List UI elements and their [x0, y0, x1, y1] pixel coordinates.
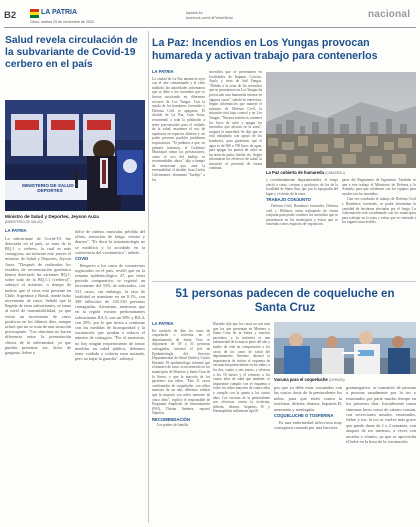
left-column-divider — [148, 31, 149, 523]
site-url: lapatria.bo — [186, 11, 203, 15]
whooping-col4-text: gramnegativo, se transmite de persona a persona usualmente por la tos o estornudos por parte mucho tiempo en los primeros días. Inicialmente causa síntomas leves como de catarro común, con secreciones nasales, estornudos, fiebre y tos; la tos se vuelve más grave que puede durar de 1 a 2 semanas, con ataques de tos intensos, a veces con arcadas o vómito, ya que se aprovecha el bebé en la hora de la vacunación. — [346, 385, 416, 445]
covid-caption-credit: (MINISTERIO DE SALUD) — [5, 219, 43, 224]
covid-caption — [5, 214, 145, 225]
whooping-col3-text-a: pes que ya debe estar vacunados con las cuatro dosis de la pentavalente los niños, para que estén contra la tosferina, difteria, tétanos, hepatitis B, neumonía y meningitis. — [274, 385, 342, 412]
whooping-col1-subhead: RECOMENDACIÓN — [152, 416, 190, 422]
whooping-kicker: LA PATRIA — [152, 322, 174, 326]
covid-col-1 — [5, 229, 71, 524]
whooping-col1-text: En cuestión de días los casos de coqueluche o tosferina en el departamento de Santa Cruz se dispararon de 39 a 51 personas contagiadas, informó el jefe de Epidemiología del Servicio Departamental de Salud (Sedes), Carlos Hurtado. El epidemiólogo informó que el número de casos se incrementó en los municipios de Montero y Santa Cruz de la Sierra, y que la mayoría de los pacientes son niños. "Este 31 casos confirmados de coqueluche, son niños menores de un año, debemos señalar que la mayoría son niños menores de cinco años", explicó el responsable de Programa Ampliado de Inmunización (PAI), Dorian Jiménez, reportó Opinión. — [152, 328, 210, 416]
vaccine-caption — [274, 377, 416, 382]
header-rule — [4, 27, 416, 28]
brand-name: LA PATRIA — [41, 9, 78, 16]
covid-kicker: LA PATRIA — [5, 229, 27, 233]
date-line: Oruro, martes 29 de noviembre de 2022 — [30, 20, 94, 24]
fires-col-3 — [266, 178, 338, 277]
whooping-col-2 — [213, 322, 270, 524]
whooping-col2-text: Hurtado dijo que los casos no son más que los que presentan en Montero y Santa Cruz de la Sierra y muchos pacientes, y la tosferina es una enfermedad de la mayor parte del año y medio de vida en comparación a los casos de los casos de salud del departamento. Jiménez, destacó la importancia de iniciar el esquema de vacunación pentavalente en los niños, a los dos, cuatro y seis meses, y reforzar a los 18 meses y el refuerzo a los cuatro años de edad que también, es importante cumplir con el esquema a todos los niños mayores de cuatro años y cumplir con la quinta a los cuatro años. Las vacunas de la pentavalente son efectivas contra la tosferina, difteria, tétanos, hepatitis B y Haemophilus influenzae tipo B. — [213, 322, 270, 414]
vaccine-caption-text: Vacuna para el coqueluche — [274, 377, 328, 382]
covid-col1-text: La subvariante de Covid-19, fue detectada en el país, se trata de la BQ.1. o cerbero, la cual es más contagiosa, así informó este jueves el ministro de Salud y Deportes, Jeyson Auza. "Después de realizados los estudios de secuenciación genómica hemos detectado las variantes BQ.1, sobre todo de la BQ.1.1 (cerbero)", subrayó el ministro, a tiempo de indicar que el virus está presente en Chile, Argentina y Brasil, donde hubo incremento de casos. Señaló que la llegada de estas subvariantes, se suma al nivel de transmisibilidad, ya que existe un incremento de casos positivos en los últimos días, aunque aclaró que no se trata de una situación preocupante. "Los síntomas no hacen diferencia entre la presentación clínica de la enfermedad, ya que pueden presentar tos, dolor de garganta, fiebre y — [5, 235, 71, 356]
fires-col-2 — [209, 70, 262, 277]
section-label: nacional — [368, 9, 411, 20]
whooping-col-3 — [274, 385, 342, 524]
covid-col2-text-b: Respecto a los casos de coronavirus registrados en el país, reveló que en la semana epidemiológica 47, por tener periodo comparativo, se registró un incremento del 53% de infectados, con 531 casos, sin embargo, la tasa de letalidad se mantiene en un 0.1%, con 398 fallecidos de 235.330 personas contagiadas. Asimismo, menciona que en la región existen predominantes subvariantes BA.5, con un 58% y BA.4, con 29%, por lo que invita a continuar con las medidas de bioseguridad y la vacunación que ayudan a reducir el número de contagios. "Por el momento, no hay ningún requerimiento de tomar medidas en salud pública, debemos tener cuidado y todavía estar notando, pero no bajar la guardia", subrayó. — [75, 262, 145, 362]
whooping-col3-text-b: Es una enfermedad infecciosa muy contagiosa causada por una bacteria. — [274, 419, 342, 431]
social-link: facebook.com/LaPatriaOficial — [186, 16, 233, 20]
covid-headline: Salud revela circulación de la subvariante de Covid-19 cerbero en el país — [5, 35, 138, 70]
whooping-col-1 — [152, 322, 210, 524]
whooping-headline: 51 personas padecen de coqueluche en Santa Cruz — [175, 287, 395, 315]
brand-logo — [30, 9, 78, 19]
fires-headline: La Paz: Incendios en Los Yungas provocan humareda y activan trabajo para contenerlos — [152, 37, 378, 62]
story-divider — [152, 281, 416, 282]
fires-caption-text: La Paz cubierta de humareda — [266, 170, 324, 175]
fires-col4-text-b: Una vez concluido el trabajo de Defensa Civil y Bomberos forestales, se podrá determinar la cantidad de hectáreas afectadas por el fuego. La Gobernación está coordinando con los municipios para trabajar en la zona y evitar que se extienda a los lugares inaccesibles. — [342, 197, 416, 225]
vaccine-caption-credit: (OPINIÓN) — [328, 378, 345, 382]
covid-photo — [5, 100, 145, 211]
covid-col-2 — [75, 229, 145, 524]
fires-col1-text: La ciudad de La Paz amaneció ayer con el aire contaminado y el cielo nublado; las autoridades informaron que se debe a los incendios que se fueron suscitando en diferentes sectores de Los Yungas. Con la ayuda de los bomberos forestales y Defensa Civil se apagaron. El alcalde de La Paz, Iván Arias, recomendó a toda la población a tener precauciones para el cuidado de la salud, mantener el uso de tapabocas en espacios abiertos y así poder prevenir posibles problemas respiratorios. "Te pedimos a que, en primera instancia, el Gobierno Municipal tomar las precauciones, como el uso del barbijo es recomendable, ahora", dijo a tiempo de mencionar que, ante la eventualidad, el alcalde, Juan Carlos Calvimontes, denominó "barbijo" a los — [152, 76, 205, 182]
fires-caption — [266, 170, 416, 175]
fires-col3-subhead: TRABAJO CONJUNTO — [266, 197, 311, 203]
whooping-col1-text-b: Los padres de familia — [157, 423, 189, 428]
stage-sign: MINISTERIO DE SALUD Y DEPORTES — [22, 183, 78, 194]
covid-col2-text-a: dolor de cabeza, muscular, pérdida del olfato, sensación de fatiga, vómito y diarrea". "Es decir la sintomatología no se modifica y lo acordado en la conferencia del viceministro", señaló. — [75, 229, 145, 255]
flag-icon — [30, 9, 39, 18]
fires-col-4 — [342, 178, 416, 277]
fires-col2-text: incendios que se presentaron en localidades de Irupana, Coroico, Apolo y otras de Sud Yungas. "Debido a la zona de los incendios que se presentaron en Los Yungas ha provocado una humareda intensa en algunos casos", señaló en entrevista. Según información que manejó el ministro de Defensa Civil, la situación está bajo control y en Los Yungas. "Nuestra misión es contener los focos de calor y apagar los incendios que afectan en la zona", aseguró la autoridad. Se dijo que se está trabajando con apoyo de los bomberos, para garantizar que el agua es de 500 a 700 litros de agua, para apagar los puntos de calor en las áreas de pasto, hierba, etc. Según informaron los efectivos de salud, la situación se presentó de forma continua. — [209, 70, 262, 171]
whooping-col3-subhead: COQUELUCHE O TOSFERINA — [274, 413, 334, 419]
page-number: B2 — [4, 10, 17, 21]
fires-photo — [266, 72, 416, 168]
fires-kicker: LA PATRIA — [152, 70, 174, 74]
fires-col4-text-a: parte del Regimiento de Ingeniería. También se une a este trabajo el Ministerio de Defensa y la Armada, para que colaboren con los equipos para ayudar con los incendios. — [342, 178, 416, 196]
fires-col-1 — [152, 70, 205, 277]
covid-caption-text: Ministro de Salud y Deportes, Jeyson Auza — [5, 214, 99, 219]
fires-caption-credit: (CABLEBOLI) — [325, 171, 345, 175]
whooping-col-4 — [346, 385, 416, 524]
fires-col3-text-b: Defensa Civil, Bomberos forestales, Defensa civil y Militares están trabajando de forma conjunta para poder contener los incendios que se presentaron en los municipios y evitar que se extienda a otros espacios de vegetación. — [266, 203, 338, 227]
fires-col3-text-a: y coordinadamente departamentales, el fuego afectó a casas, cocinas y productos de los de la localidad de Santa Ana, que por la topografía del lugar y el viento de la zona. — [266, 178, 338, 196]
vaccine-photo — [274, 322, 416, 374]
covid-col2-subhead: COVID — [75, 256, 89, 262]
